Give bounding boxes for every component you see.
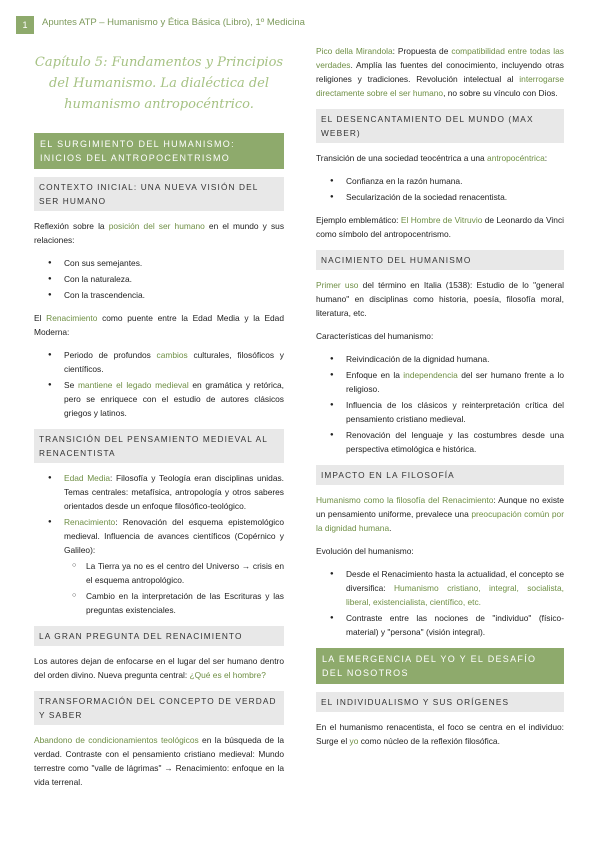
list-item: ● Confianza en la razón humana. bbox=[346, 174, 564, 188]
subsection-heading: NACIMIENTO DEL HUMANISMO bbox=[316, 250, 564, 270]
paragraph: Abandono de condicionamientos teológicos en la búsqueda de la verdad. Contraste con el pensamiento cristiano medieval: Mundo terrestre como "valle de lágrimas" → Renacimiento: enfoque en la vida terrenal. bbox=[34, 735, 284, 787]
list-item: ● Renovación del lenguaje y las costumbres desde una perspectiva etimológica e histórica. bbox=[346, 428, 564, 456]
paragraph: Primer uso del término en Italia (1538): Estudio de lo "general humano" en disciplinas como historia, poesía, filosofía moral, literatura, etc. bbox=[316, 280, 564, 318]
paragraph: El Renacimiento como puente entre la Edad Media y la Edad Moderna: bbox=[34, 313, 285, 337]
subsection-heading: IMPACTO EN LA FILOSOFÍA bbox=[316, 465, 564, 485]
subsection-heading: TRANSICIÓN DEL PENSAMIENTO MEDIEVAL AL RENACENTISTA bbox=[34, 429, 284, 463]
right-column bbox=[316, 44, 564, 757]
list-item: ● Edad Media: Filosofía y Teología eran disciplinas unidas. Temas centrales: metafísica, antropología y otros saberes orientados desde un enfoque filosófico-teológico. bbox=[64, 471, 284, 513]
subsection-heading: CONTEXTO INICIAL: UNA NUEVA VISIÓN DEL SER HUMANO bbox=[34, 177, 284, 211]
list-item: ● Contraste entre las nociones de "individuo" (físico-material) y "persona" (visión integral). bbox=[346, 611, 564, 639]
list-item: ● Influencia de los clásicos y reinterpretación crítica del pensamiento cristiano medieval. bbox=[346, 398, 564, 426]
paragraph: Los autores dejan de enfocarse en el lugar del ser humano dentro del orden divino. Nueva pregunta central: ¿Qué es el hombre? bbox=[34, 656, 284, 680]
subsection-heading: LA GRAN PREGUNTA DEL RENACIMIENTO bbox=[34, 626, 284, 646]
paragraph: Ejemplo emblemático: El Hombre de Vitruvio de Leonardo da Vinci como símbolo del antropocentrismo. bbox=[316, 215, 564, 239]
paragraph: Evolución del humanismo: bbox=[316, 546, 414, 556]
subsection-heading: EL INDIVIDUALISMO Y SUS ORÍGENES bbox=[316, 692, 564, 712]
page-header bbox=[0, 0, 599, 28]
left-column bbox=[34, 44, 284, 798]
bullet-list bbox=[316, 567, 564, 639]
paragraph: En el humanismo renacentista, el foco se centra en el individuo: Surge el yo como núcleo de la reflexión filosófica. bbox=[316, 722, 564, 746]
section-heading: EL SURGIMIENTO DEL HUMANISMO: INICIOS DEL ANTROPOCENTRISMO bbox=[34, 133, 284, 169]
paragraph: Reflexión sobre la posición del ser humano en el mundo y sus relaciones: bbox=[34, 221, 285, 245]
paragraph: Transición de una sociedad teocéntrica a una antropocéntrica: bbox=[316, 153, 548, 163]
list-item: ● Renacimiento: Renovación del esquema epistemológico medieval. Influencia de avances científicos (Copérnico y Galileo): ○ La Tierra ya no es el centro del Universo → crisis en el esquema antropológico. ○ Cambio en la interpretación de las Escrituras y las preguntas existenciales. bbox=[64, 515, 284, 617]
subsection-heading: TRANSFORMACIÓN DEL CONCEPTO DE VERDAD Y SABER bbox=[34, 691, 284, 725]
subsection-heading: EL DESENCANTAMIENTO DEL MUNDO (MAX WEBER) bbox=[316, 109, 564, 143]
sub-list bbox=[64, 559, 284, 617]
list-item: ● Con la naturaleza. bbox=[64, 272, 284, 286]
list-item: ● Secularización de la sociedad renacentista. bbox=[346, 190, 564, 204]
paragraph: Características del humanismo: bbox=[316, 331, 434, 341]
bullet-list bbox=[34, 256, 284, 302]
header-title: Apuntes ATP – Humanismo y Ética Básica (Libro), 1º Medicina bbox=[42, 17, 305, 28]
chapter-title: Capítulo 5: Fundamentos y Principios del Humanismo. La dialéctica del humanismo antropocéntrico. bbox=[34, 55, 284, 112]
paragraph: Pico della Mirandola: Propuesta de compatibilidad entre todas las verdades. Amplía las fuentes del conocimiento, incluyendo otras religiones y tradiciones. Revolución intelectual al interrogarse directamente sobre el ser humano, no sobre su vínculo con Dios. bbox=[316, 46, 564, 98]
bullet-list bbox=[316, 352, 564, 456]
list-item: ● Enfoque en la independencia del ser humano frente a lo religioso. bbox=[346, 368, 564, 396]
list-item: ● Desde el Renacimiento hasta la actualidad, el concepto se diversifica: Humanismo cristiano, integral, socialista, liberal, existencialista, científico, etc. bbox=[346, 567, 564, 609]
sub-list-item: ○ La Tierra ya no es el centro del Universo → crisis en el esquema antropológico. bbox=[86, 559, 284, 587]
page-number: 1 bbox=[16, 16, 34, 34]
list-item: ● Con la trascendencia. bbox=[64, 288, 284, 302]
list-item: ● Con sus semejantes. bbox=[64, 256, 284, 270]
sub-list-item: ○ Cambio en la interpretación de las Escrituras y las preguntas existenciales. bbox=[86, 589, 284, 617]
section-heading: LA EMERGENCIA DEL YO Y EL DESAFÍO DEL NOSOTROS bbox=[316, 648, 564, 684]
list-item: ● Periodo de profundos cambios culturales, filosóficos y científicos. bbox=[64, 348, 284, 376]
bullet-list bbox=[34, 471, 284, 617]
paragraph: Humanismo como la filosofía del Renacimiento: Aunque no existe un pensamiento uniforme, prevalece una preocupación común por la dignidad humana. bbox=[316, 495, 564, 533]
list-item: ● Se mantiene el legado medieval en gramática y retórica, pero se enriquece con el estudio de autores clásicos griegos y latinos. bbox=[64, 378, 284, 420]
list-item: ● Reivindicación de la dignidad humana. bbox=[346, 352, 564, 366]
bullet-list bbox=[34, 348, 284, 420]
bullet-list bbox=[316, 174, 564, 204]
